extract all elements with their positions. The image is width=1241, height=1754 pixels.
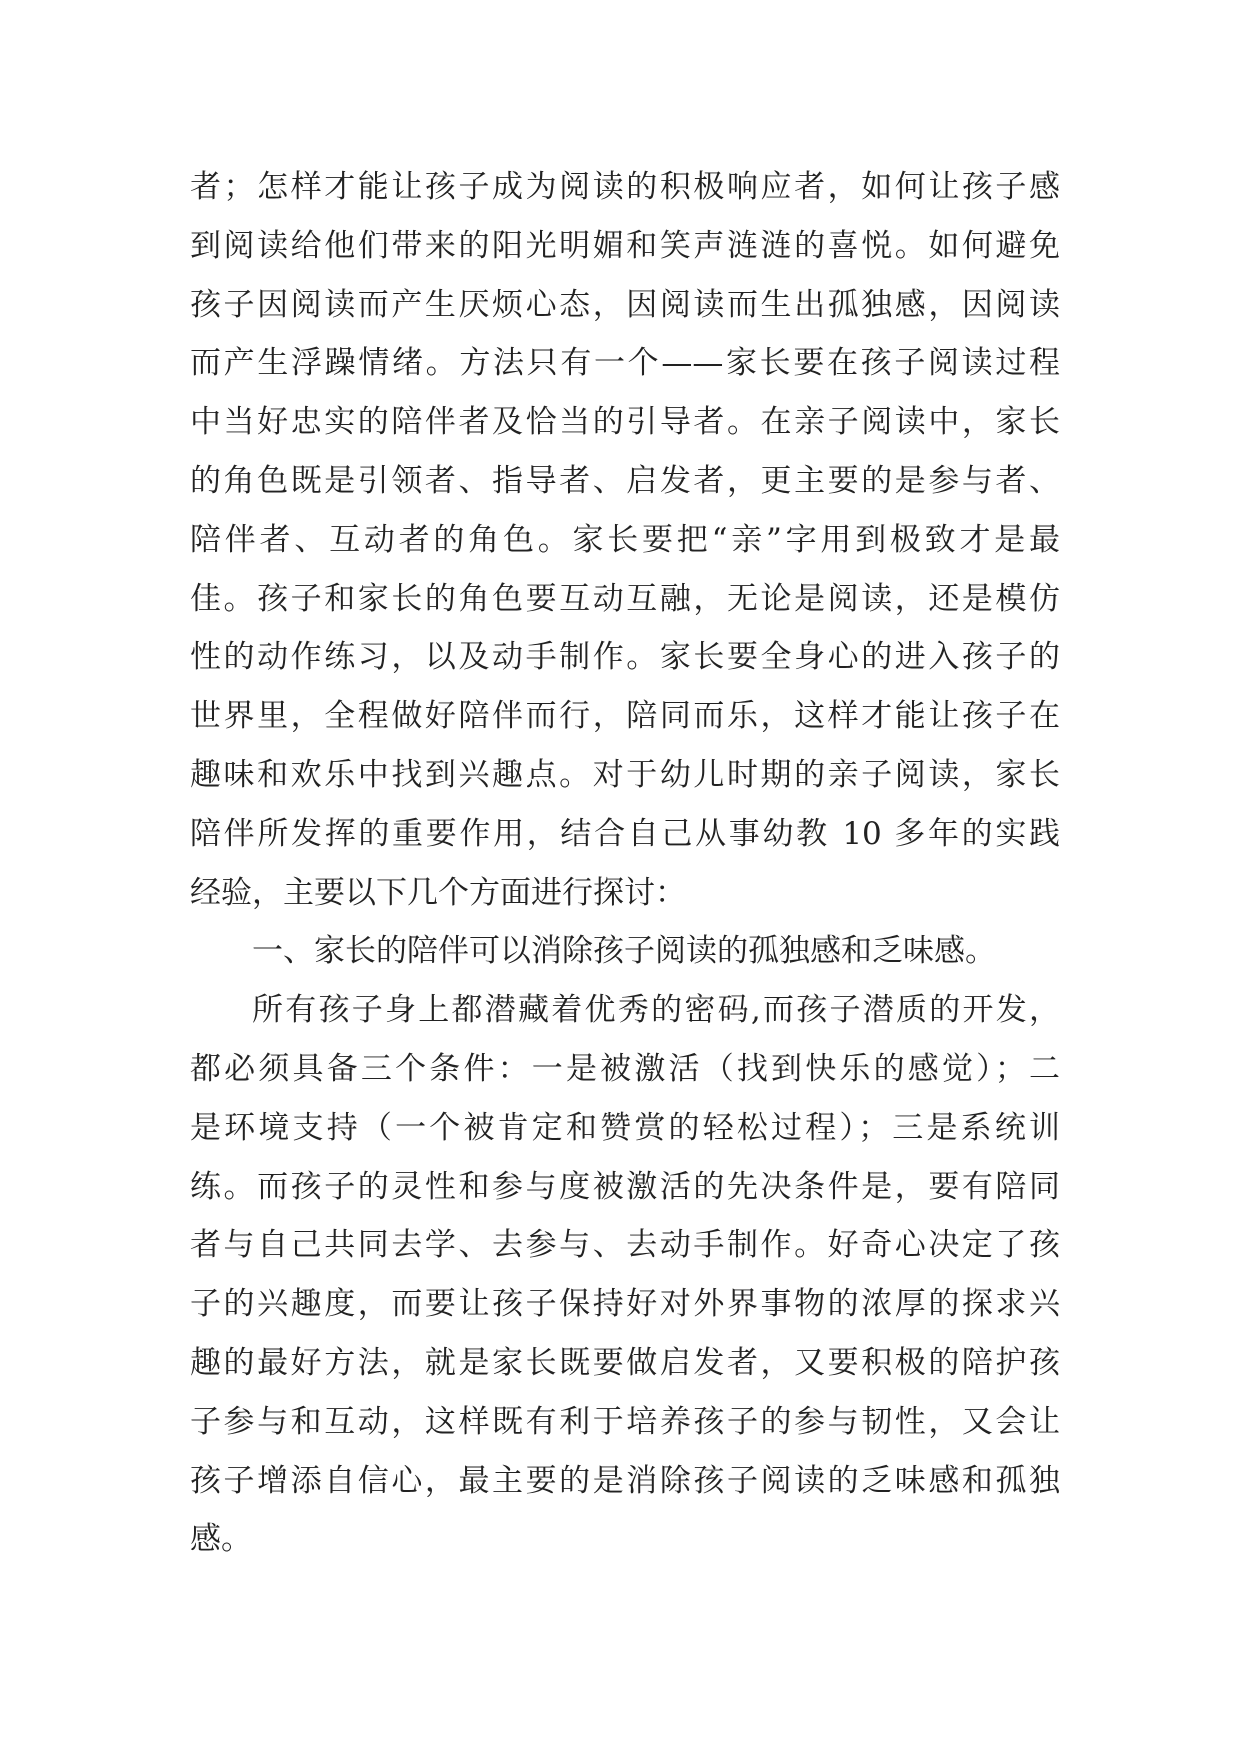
- text-line: 陪伴所发挥的重要作用，结合自己从事幼教 10 多年的实践: [190, 815, 1060, 852]
- text-line: 所有孩子身上都潜藏着优秀的密码,而孩子潜质的开发，: [252, 992, 1060, 1029]
- text-line: 经验，主要以下几个方面进行探讨：: [190, 874, 686, 911]
- text-line: 而产生浮躁情绪。方法只有一个——家长要在孩子阅读过程: [190, 345, 1060, 382]
- section-heading-1: [190, 922, 1060, 981]
- heading-line: 一、家长的陪伴可以消除孩子阅读的孤独感和乏味感。: [252, 933, 996, 970]
- text-line: 孩子增添自信心，最主要的是消除孩子阅读的乏味感和孤独: [190, 1462, 1060, 1499]
- text-line: 佳。孩子和家长的角色要互动互融，无论是阅读，还是模仿: [190, 580, 1060, 617]
- text-line: 到阅读给他们带来的阳光明媚和笑声涟涟的喜悦。如何避免: [190, 227, 1060, 264]
- text-line: 感。: [190, 1521, 252, 1558]
- text-line: 的角色既是引领者、指导者、启发者，更主要的是参与者、: [190, 462, 1060, 499]
- text-line: 者；怎样才能让孩子成为阅读的积极响应者，如何让孩子感: [190, 169, 1060, 205]
- text-line: 者与自己共同去学、去参与、去动手制作。好奇心决定了孩: [190, 1227, 1060, 1264]
- text-line: 趣味和欢乐中找到兴趣点。对于幼儿时期的亲子阅读，家长: [190, 756, 1060, 793]
- text-line: 是环境支持（一个被肯定和赞赏的轻松过程）；三是系统训: [190, 1109, 1060, 1146]
- paragraph-1: [190, 158, 1060, 922]
- text-line: 中当好忠实的陪伴者及恰当的引导者。在亲子阅读中，家长: [190, 404, 1060, 441]
- text-line: 趣的最好方法，就是家长既要做启发者，又要积极的陪护孩: [190, 1344, 1060, 1381]
- paragraph-2: [190, 981, 1060, 1569]
- text-line: 子参与和互动，这样既有利于培养孩子的参与韧性，又会让: [190, 1403, 1060, 1440]
- text-line: 性的动作练习，以及动手制作。家长要全身心的进入孩子的: [190, 639, 1060, 676]
- text-line: 子的兴趣度，而要让孩子保持好对外界事物的浓厚的探求兴: [190, 1286, 1060, 1323]
- text-line: 练。而孩子的灵性和参与度被激活的先决条件是，要有陪同: [190, 1168, 1060, 1205]
- text-line: 孩子因阅读而产生厌烦心态，因阅读而生出孤独感，因阅读: [190, 286, 1060, 323]
- body-text: [190, 158, 1060, 1569]
- text-line: 陪伴者、互动者的角色。家长要把“亲”字用到极致才是最: [190, 521, 1060, 558]
- text-line: 都必须具备三个条件：一是被激活（找到快乐的感觉）；二: [190, 1050, 1060, 1087]
- text-line: 世界里，全程做好陪伴而行，陪同而乐，这样才能让孩子在: [190, 698, 1060, 735]
